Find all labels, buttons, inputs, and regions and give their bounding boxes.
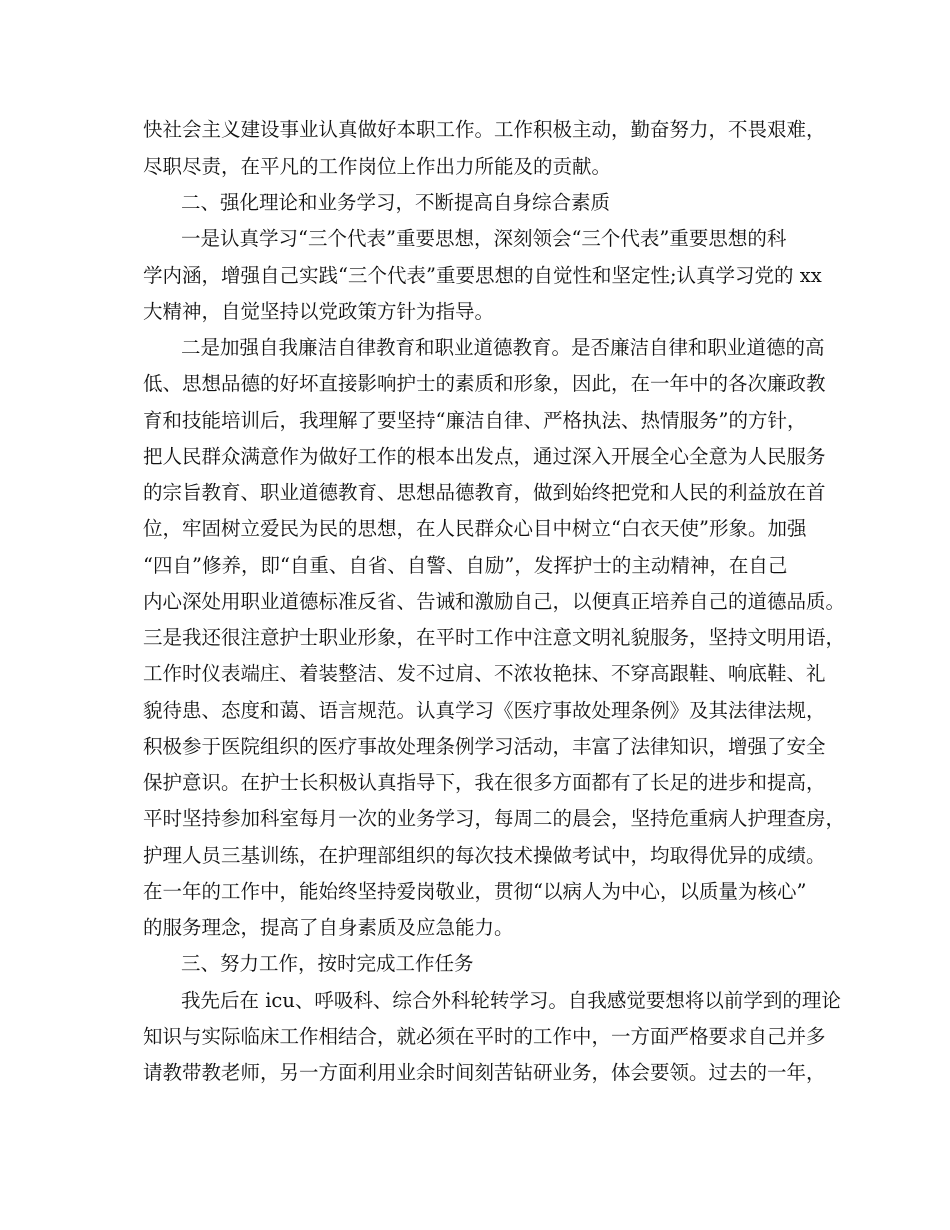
text-line: 把人民群众满意作为做好工作的根本出发点，通过深入开展全心全意为人民服务	[143, 445, 826, 468]
text-line: 三是我还很注意护士职业形象，在平时工作中注意文明礼貌服务，坚持文明用语，	[143, 626, 846, 649]
text-line: “四自”修养，即“自重、自省、自警、自励”，发挥护士的主动精神，在自己	[143, 554, 788, 577]
text-line: 在一年的工作中，能始终坚持爱岗敬业，贯彻“以病人为中心，以质量为核心”	[143, 880, 807, 903]
text-line: 内心深处用职业道德标准反省、告诫和激励自己，以便真正培养自己的道德品质。	[143, 590, 846, 613]
text-line: 平时坚持参加科室每月一次的业务学习，每周二的晨会，坚持危重病人护理查房，	[143, 807, 846, 830]
text-line: 学内涵，增强自己实践“三个代表”重要思想的自觉性和坚定性;认真学习党的 xx	[143, 264, 822, 287]
text-line: 貌待患、态度和蔼、语言规范。认真学习《医疗事故处理条例》及其法律法规，	[143, 699, 826, 722]
text-line: 育和技能培训后，我理解了要坚持“廉洁自律、严格执法、热情服务”的方针，	[143, 409, 807, 432]
text-line: 的服务理念，提高了自身素质及应急能力。	[143, 916, 514, 939]
text-line: 低、思想品德的好坏直接影响护士的素质和形象，因此，在一年中的各次廉政教	[143, 372, 826, 395]
text-line: 保护意识。在护士长积极认真指导下，我在很多方面都有了长足的进步和提高，	[143, 771, 826, 794]
text-line: 二是加强自我廉洁自律教育和职业道德教育。是否廉洁自律和职业道德的高	[181, 336, 825, 359]
text-line: 护理人员三基训练，在护理部组织的每次技术操做考试中，均取得优异的成绩。	[143, 844, 826, 867]
text-line: 我先后在 icu、呼吸科、综合外科轮转学习。自我感觉要想将以前学到的理论	[181, 989, 841, 1012]
section-heading: 二、强化理论和业务学习，不断提高自身综合素质	[181, 191, 611, 214]
text-line: 位，牢固树立爱民为民的思想，在人民群众心目中树立“白衣天使”形象。加强	[143, 517, 807, 540]
text-line: 的宗旨教育、职业道德教育、思想品德教育，做到始终把党和人民的利益放在首	[143, 481, 826, 504]
text-line: 大精神，自觉坚持以党政策方针为指导。	[143, 300, 495, 323]
text-line: 一是认真学习“三个代表”重要思想，深刻领会“三个代表”重要思想的科	[181, 227, 787, 250]
text-line: 积极参于医院组织的医疗事故处理条例学习活动，丰富了法律知识，增强了安全	[143, 735, 826, 758]
text-line: 请教带教老师，另一方面利用业余时间刻苦钻研业务，体会要领。过去的一年，	[143, 1061, 826, 1084]
text-line: 知识与实际临床工作相结合，就必须在平时的工作中，一方面严格要求自己并多	[143, 1025, 826, 1048]
section-heading: 三、努力工作，按时完成工作任务	[181, 952, 474, 975]
text-line: 工作时仪表端庄、着装整洁、发不过肩、不浓妆艳抹、不穿高跟鞋、响底鞋、礼	[143, 662, 826, 685]
text-line: 尽职尽责，在平凡的工作岗位上作出力所能及的贡献。	[143, 155, 612, 178]
text-line: 快社会主义建设事业认真做好本职工作。工作积极主动，勤奋努力，不畏艰难，	[143, 118, 826, 141]
